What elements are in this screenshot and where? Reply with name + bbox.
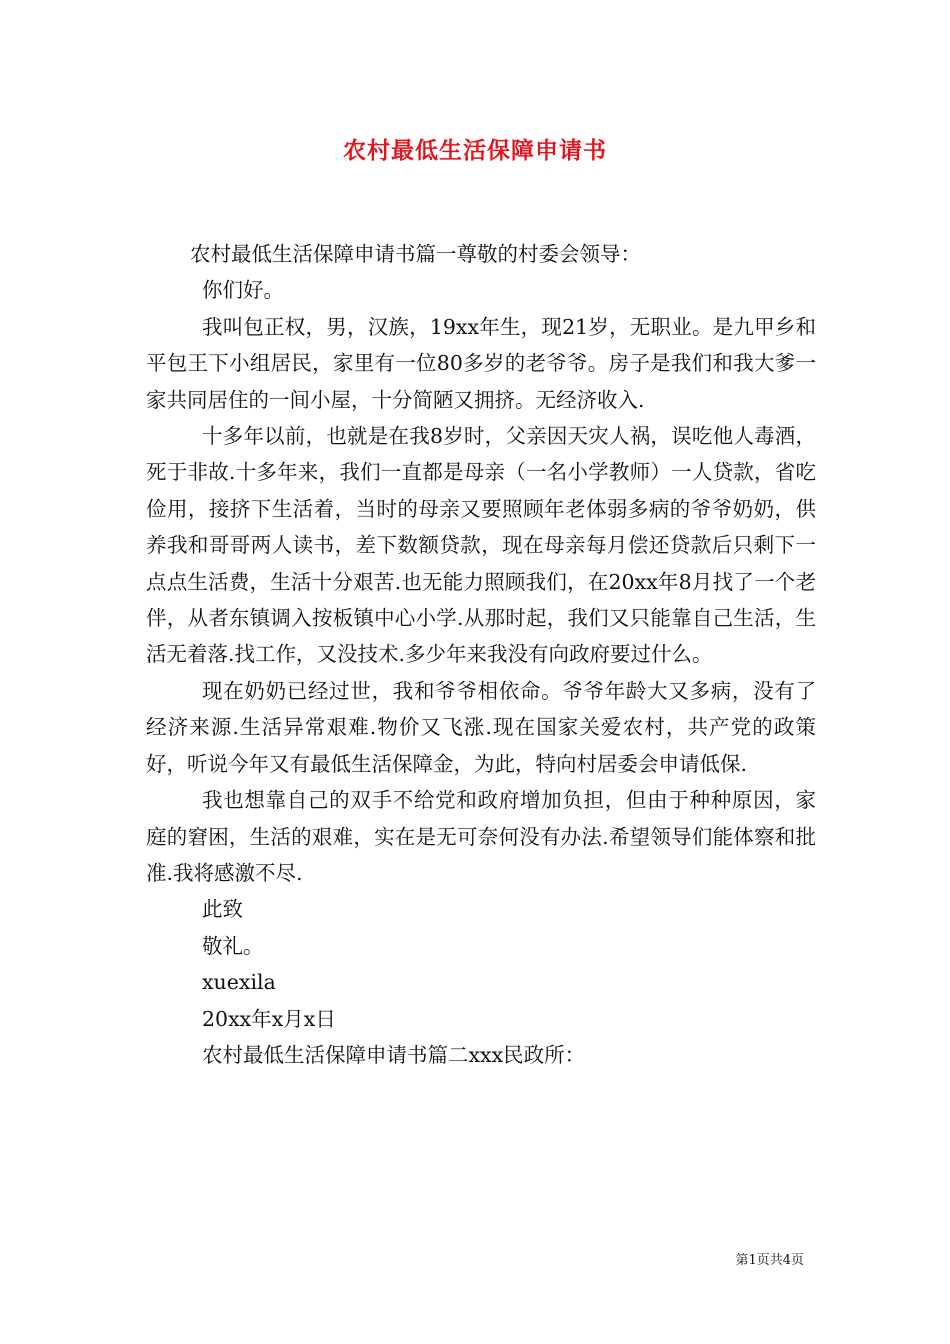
greeting-line: 你们好。 bbox=[202, 278, 284, 303]
second-letter-heading: 农村最低生活保障申请书篇二xxx民政所： bbox=[202, 1042, 586, 1067]
document-body bbox=[146, 236, 816, 1073]
paragraph-current-situation: 现在奶奶已经过世，我和爷爷相依命。爷爷年龄大又多病，没有了经济来源.生活异常艰难.物价又飞涨.现在国家关爱农村，共产党的政策好，听说今年又有最低生活保障金，为此，特向村居委会申请低保. bbox=[146, 678, 816, 776]
date-line: 20xx年x月x日 bbox=[202, 1006, 336, 1031]
closing-line: 此致 bbox=[202, 897, 243, 922]
page-number-indicator: 第1页共4页 bbox=[735, 1253, 804, 1268]
signature-line: xuexila bbox=[202, 970, 276, 995]
regards-line: 敬礼。 bbox=[202, 933, 264, 958]
paragraph-introduction: 我叫包正权，男，汉族，19xx年生，现21岁，无职业。是九甲乡和平包王下小组居民，家里有一位80多岁的老爷爷。房子是我们和我大爹一家共同居住的一间小屋，十分简陋又拥挤。无经济收入. bbox=[146, 314, 816, 412]
paragraph-request: 我也想靠自己的双手不给党和政府增加负担，但由于种种原因，家庭的窘困，生活的艰难，实在是无可奈何没有办法.希望领导们能体察和批准.我将感激不尽. bbox=[146, 788, 816, 885]
document-title: 农村最低生活保障申请书 bbox=[343, 138, 607, 164]
paragraph-family-history: 十多年以前，也就是在我8岁时，父亲因天灾人祸，误吃他人毒酒，死于非故.十多年来，我们一直都是母亲（一名小学教师）一人贷款，省吃俭用，接挤下生活着，当时的母亲又要照顾年老体弱多病的爷爷奶奶，供养我和哥哥两人读书，差下数额贷款，现在母亲每月偿还贷款后只剩下一点点生活费，生活十分艰苦.也无能力照顾我们，在20xx年8月找了一个老伴，从者东镇调入按板镇中心小学.从那时起，我们又只能靠自己生活，生活无着落.找工作，又没技术.多少年来我没有向政府要过什么。 bbox=[146, 424, 816, 667]
salutation-line: 农村最低生活保障申请书篇一尊敬的村委会领导： bbox=[190, 242, 641, 266]
